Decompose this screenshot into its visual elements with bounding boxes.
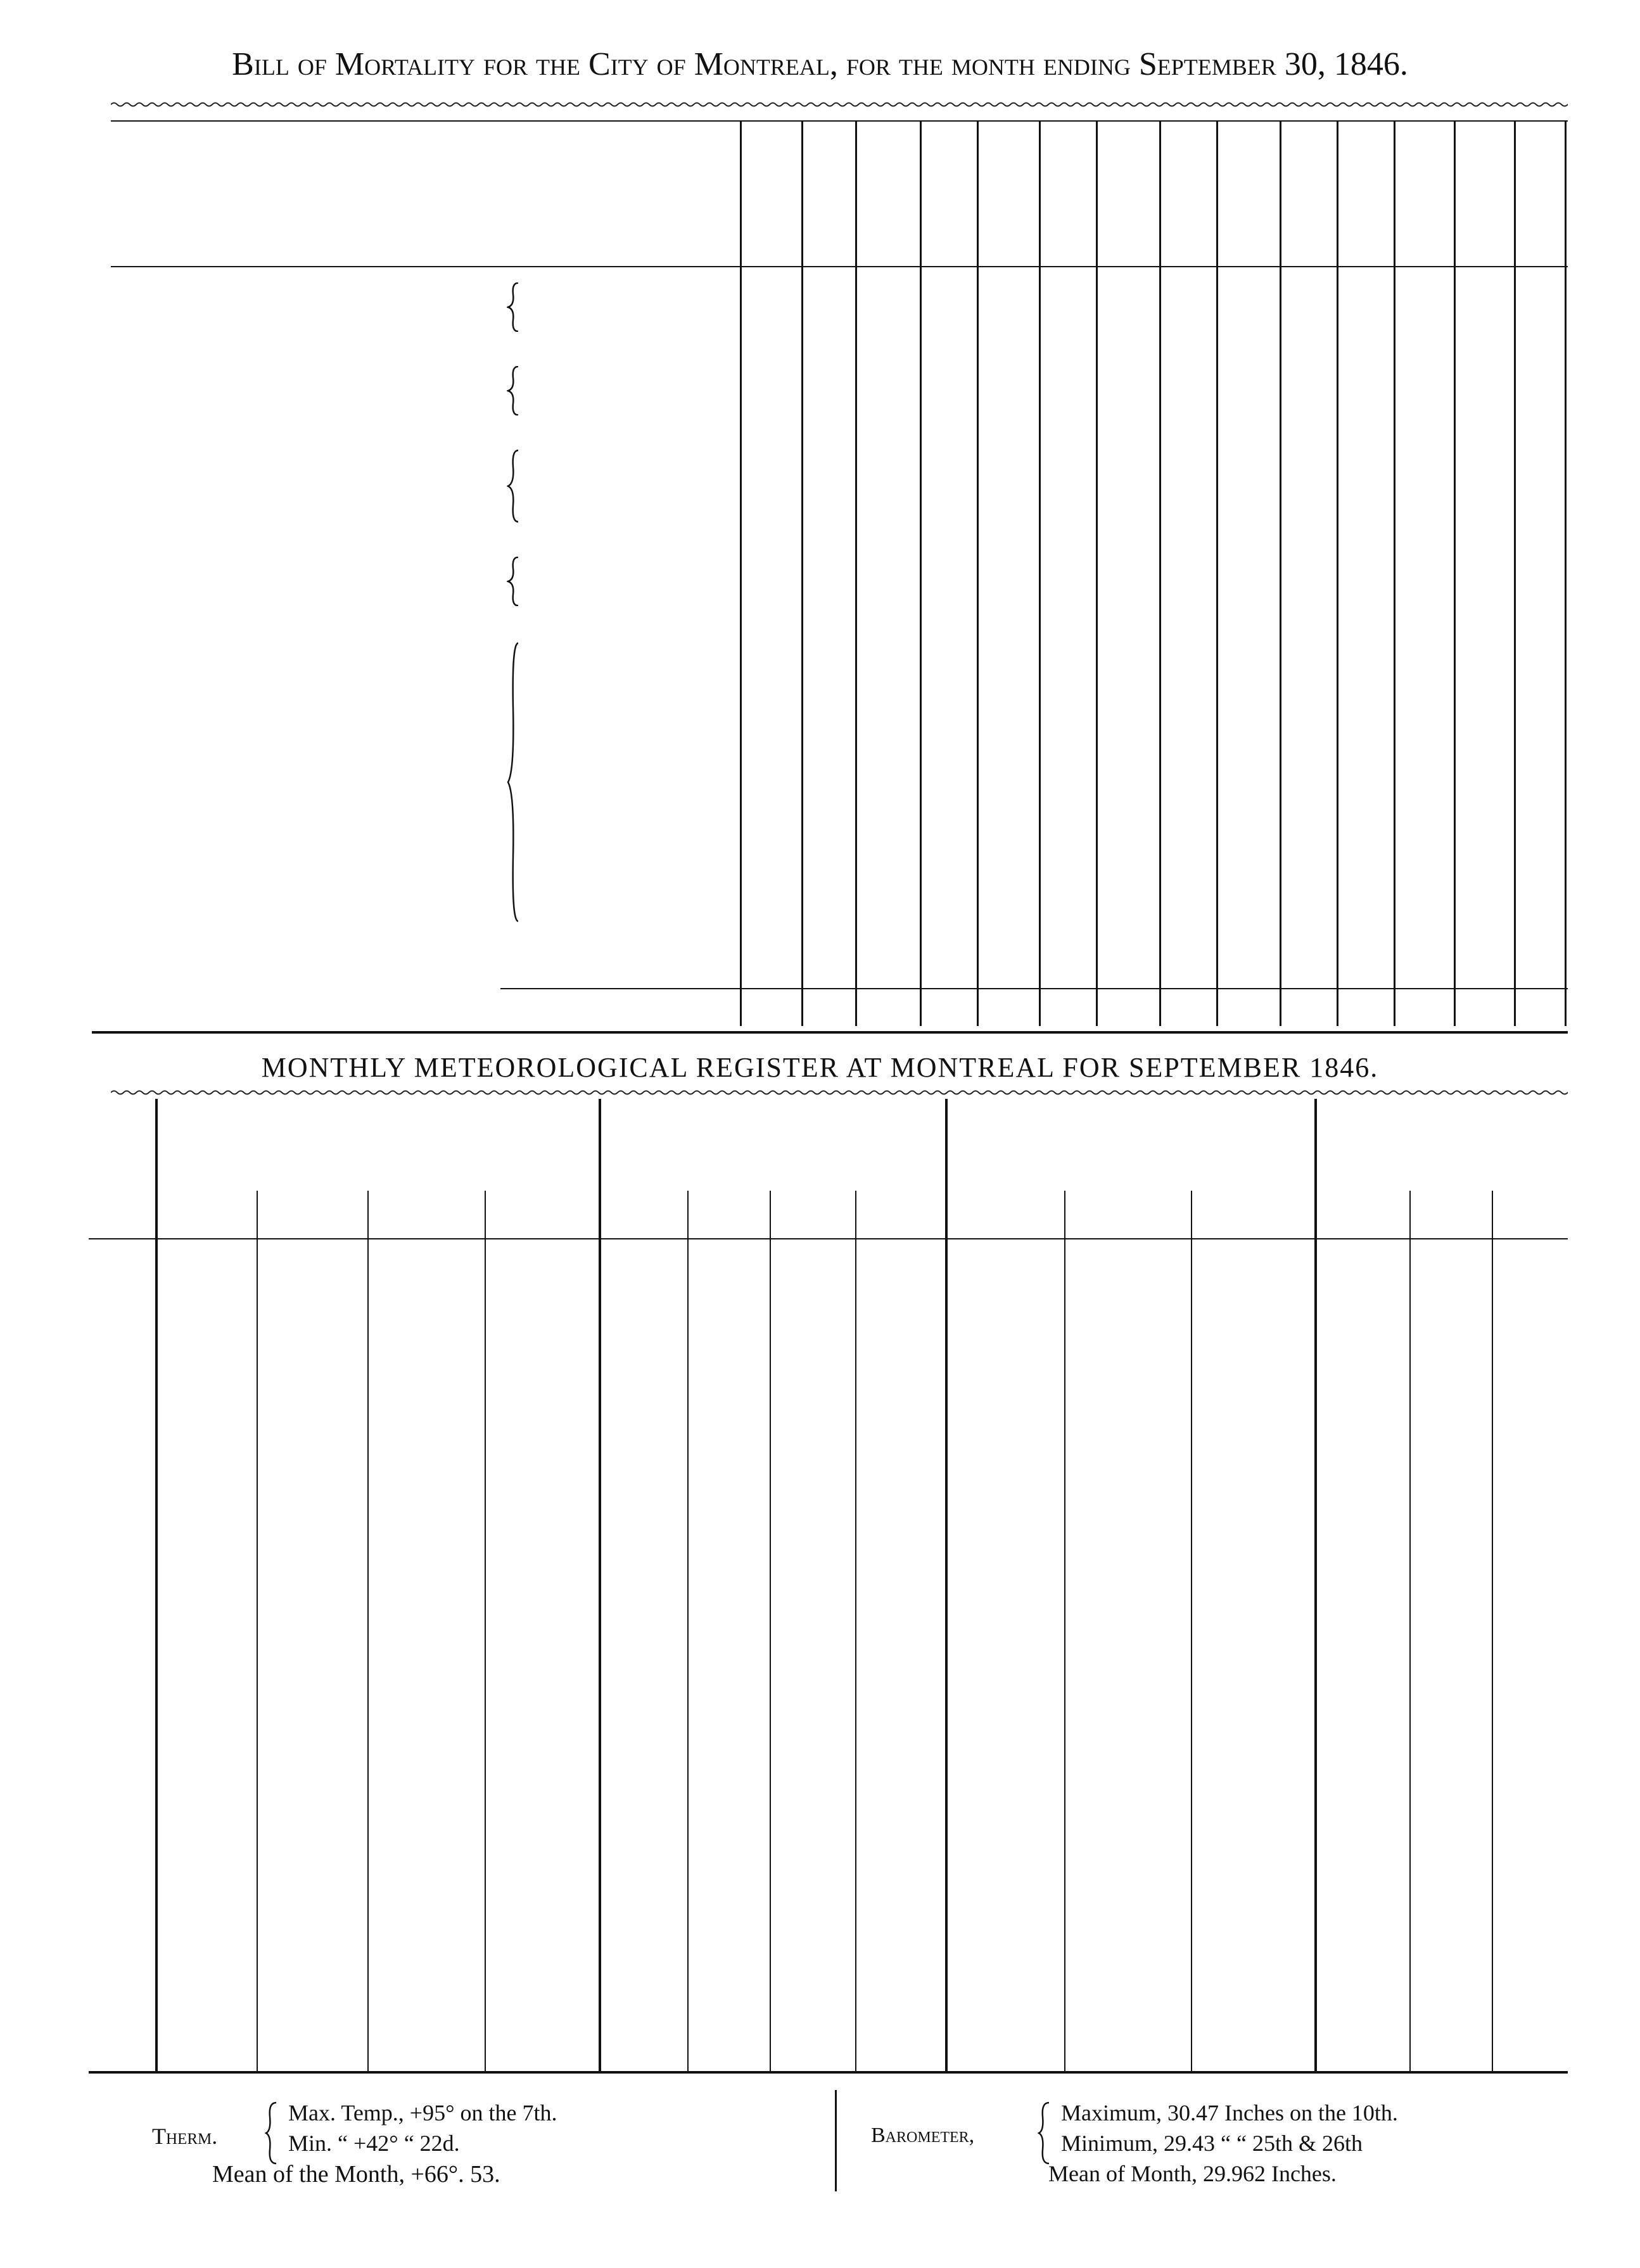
meteorological-title: MONTHLY METEOROLOGICAL REGISTER AT MONTREAL FOR SEPTEMBER 1846. [261, 1052, 1379, 1083]
meteo-column-rule [855, 1191, 856, 2071]
baro-max-line: Maximum, 30.47 Inches on the 10th. [1061, 2100, 1398, 2125]
meteo-column-rule [770, 1191, 771, 2071]
group-brace [507, 366, 521, 415]
baro-brace [1038, 2101, 1052, 2165]
meteo-column-rule [1492, 1191, 1493, 2071]
bill-column-rule [1216, 120, 1218, 1026]
baro-summary-label: Barometer, [871, 2124, 975, 2147]
meteo-column-rule [599, 1099, 601, 2071]
bill-bottom-rule [92, 1031, 1568, 1034]
meteo-column-rule [155, 1099, 158, 2071]
bill-column-rule [855, 120, 857, 1026]
bill-column-rule [801, 120, 803, 1026]
bill-column-rule [1096, 120, 1098, 1026]
bill-column-rule [977, 120, 979, 1026]
therm-mean-line: Mean of the Month, +66°. 53. [212, 2161, 500, 2188]
group-brace [507, 557, 521, 606]
baro-mean-line: Mean of Month, 29.962 Inches. [1048, 2161, 1337, 2186]
meteo-column-rule [687, 1191, 689, 2071]
bill-column-rule [1454, 120, 1456, 1026]
meteo-header-rule [89, 1238, 1568, 1239]
bill-column-rule [1514, 120, 1516, 1026]
group-brace [507, 640, 521, 924]
bill-column-rule [1337, 120, 1338, 1026]
bill-column-rule [740, 120, 742, 1026]
meteo-column-rule [1314, 1099, 1317, 2071]
title-rule [111, 100, 1568, 109]
group-brace [507, 282, 521, 332]
group-brace [507, 450, 521, 523]
therm-summary-label: Therm. [152, 2124, 218, 2149]
bill-column-rule [920, 120, 922, 1026]
baro-min-line: Minimum, 29.43 “ “ 25th & 26th [1061, 2131, 1363, 2156]
therm-min-line: Min. “ +42° “ 22d. [288, 2131, 460, 2156]
meteo-column-rule [485, 1191, 486, 2071]
bill-header-rule [111, 266, 1568, 267]
bill-column-rule [1565, 120, 1567, 1026]
therm-max-line: Max. Temp., +95° on the 7th. [288, 2100, 557, 2125]
meteo-column-rule [1064, 1191, 1065, 2071]
summary-divider [835, 2090, 837, 2191]
meteo-title-rule [111, 1088, 1568, 1097]
bill-top-rule [111, 120, 1568, 122]
meteo-column-rule [945, 1099, 948, 2071]
meteo-column-rule [367, 1191, 369, 2071]
total-rule [500, 988, 1568, 989]
meteo-column-rule [257, 1191, 258, 2071]
therm-brace [265, 2101, 279, 2165]
meteo-column-rule [1409, 1191, 1411, 2071]
meteo-column-rule [1191, 1191, 1192, 2071]
bill-column-rule [1039, 120, 1041, 1026]
bill-column-rule [1394, 120, 1395, 1026]
bill-column-rule [1280, 120, 1281, 1026]
bill-column-rule [1159, 120, 1161, 1026]
bill-title: Bill of Mortality for the City of Montreal, for the month ending September 30, 1846. [232, 46, 1408, 82]
meteo-bottom-rule [89, 2071, 1568, 2074]
